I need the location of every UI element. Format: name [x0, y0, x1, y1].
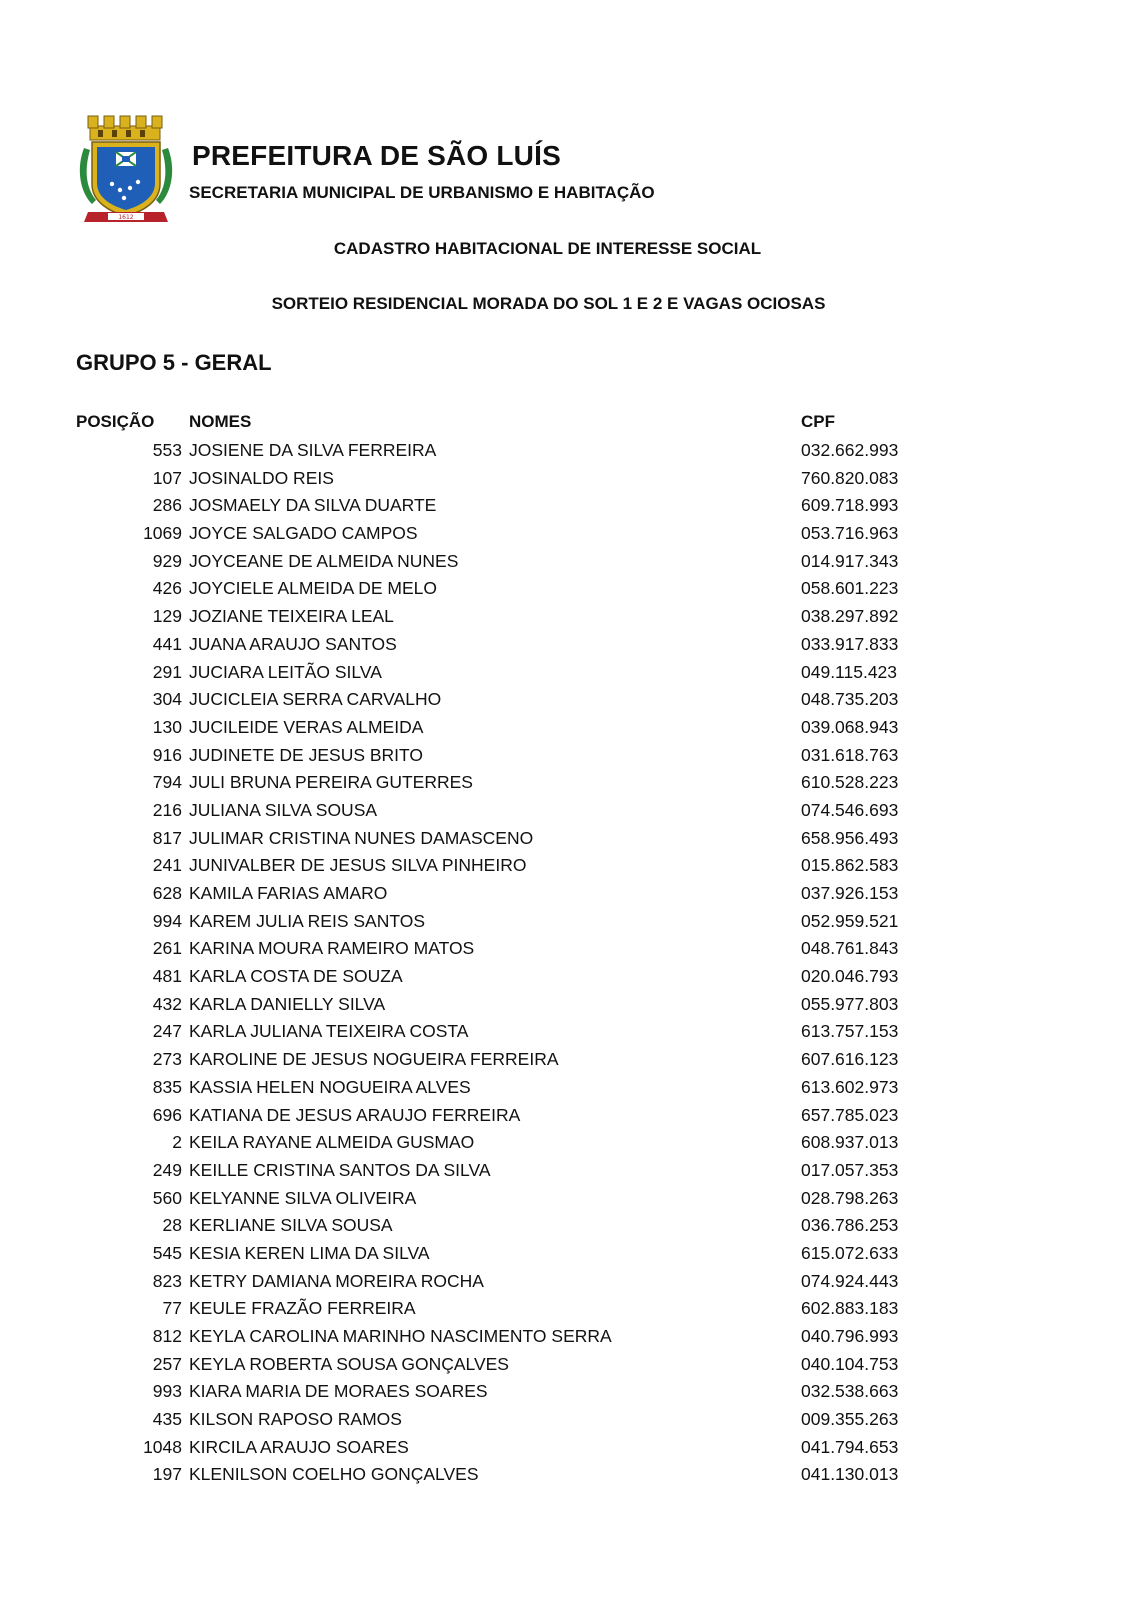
table-row — [0, 1268, 1131, 1296]
row-name: KARLA JULIANA TEIXEIRA COSTA — [189, 1021, 469, 1042]
row-name: JUDINETE DE JESUS BRITO — [189, 744, 424, 765]
row-cpf: 058.601.223 — [801, 578, 899, 599]
row-position: 545 — [152, 1242, 182, 1263]
row-name: KEILA RAYANE ALMEIDA GUSMAO — [189, 1132, 475, 1153]
row-name: KATIANA DE JESUS ARAUJO FERREIRA — [189, 1104, 521, 1125]
row-position: 107 — [152, 467, 182, 488]
row-position: 129 — [152, 606, 182, 627]
row-cpf: 048.761.843 — [801, 938, 899, 959]
table-row — [0, 465, 1131, 493]
row-name: KEILLE CRISTINA SANTOS DA SILVA — [189, 1159, 491, 1180]
document-heading: CADASTRO HABITACIONAL DE INTERESSE SOCIAL — [333, 239, 762, 258]
table-row — [0, 548, 1131, 576]
row-cpf: 033.917.833 — [801, 633, 899, 654]
row-position: 273 — [152, 1049, 182, 1070]
row-name: KETRY DAMIANA MOREIRA ROCHA — [189, 1270, 484, 1291]
row-name: JUCICLEIA SERRA CARVALHO — [189, 689, 442, 710]
table-row — [0, 631, 1131, 659]
row-name: KEYLA ROBERTA SOUSA GONÇALVES — [189, 1353, 509, 1374]
table-row — [0, 659, 1131, 687]
row-position: 916 — [152, 744, 182, 765]
row-position: 247 — [152, 1021, 182, 1042]
row-cpf: 036.786.253 — [801, 1215, 899, 1236]
row-cpf: 037.926.153 — [801, 883, 899, 903]
table-row — [0, 1212, 1131, 1240]
row-cpf: 031.618.763 — [801, 744, 899, 765]
row-name: KARLA DANIELLY SILVA — [189, 993, 386, 1014]
row-cpf: 602.883.183 — [801, 1298, 899, 1319]
row-name: KESIA KEREN LIMA DA SILVA — [189, 1242, 430, 1263]
row-cpf: 607.616.123 — [801, 1049, 899, 1070]
sao-luis-crest-icon — [78, 114, 174, 226]
svg-text:1612: 1612 — [118, 214, 134, 221]
row-name: JOSINALDO REIS — [189, 467, 334, 488]
table-row — [0, 1351, 1131, 1379]
row-name: JUCIARA LEITÃO SILVA — [189, 661, 382, 682]
table-row — [0, 714, 1131, 742]
row-name: KARINA MOURA RAMEIRO MATOS — [189, 938, 475, 959]
table-row — [0, 1157, 1131, 1185]
row-name: JOZIANE TEIXEIRA LEAL — [189, 606, 394, 627]
results-table — [0, 437, 1131, 1489]
row-name: JOYCE SALGADO CAMPOS — [189, 523, 418, 544]
row-name: JULIANA SILVA SOUSA — [189, 799, 378, 820]
table-row — [0, 825, 1131, 853]
row-cpf: 049.115.423 — [801, 661, 898, 682]
table-row — [0, 1102, 1131, 1130]
table-row — [0, 686, 1131, 714]
row-position: 929 — [152, 550, 182, 571]
group-title: GRUPO 5 - GERAL — [76, 350, 272, 375]
row-position: 432 — [152, 993, 182, 1014]
row-position: 286 — [152, 495, 182, 516]
row-name: JOSMAELY DA SILVA DUARTE — [189, 495, 437, 516]
row-name: KIARA MARIA DE MORAES SOARES — [189, 1381, 488, 1402]
row-position: 794 — [152, 772, 182, 793]
row-name: JOYCIELE ALMEIDA DE MELO — [189, 578, 437, 599]
table-row — [0, 880, 1131, 908]
table-row — [0, 1461, 1131, 1489]
row-name: KELYANNE SILVA OLIVEIRA — [189, 1187, 417, 1208]
row-cpf: 040.104.753 — [801, 1353, 899, 1374]
table-row — [0, 1406, 1131, 1434]
table-row — [0, 1074, 1131, 1102]
row-cpf: 041.794.653 — [801, 1436, 899, 1457]
row-cpf: 613.757.153 — [801, 1021, 899, 1042]
row-cpf: 028.798.263 — [801, 1187, 899, 1208]
table-row — [0, 1185, 1131, 1213]
table-row — [0, 1046, 1131, 1074]
row-cpf: 048.735.203 — [801, 689, 899, 710]
row-position: 696 — [152, 1104, 182, 1125]
row-position: 249 — [152, 1159, 182, 1180]
row-cpf: 615.072.633 — [801, 1242, 899, 1263]
row-position: 241 — [152, 855, 182, 876]
column-header-name: NOMES — [189, 412, 252, 431]
row-position: 817 — [152, 827, 182, 848]
row-position: 216 — [152, 799, 182, 820]
row-position: 426 — [152, 578, 182, 599]
table-row — [0, 575, 1131, 603]
row-position: 481 — [152, 966, 182, 987]
row-position: 441 — [152, 633, 182, 654]
table-row — [0, 492, 1131, 520]
table-row — [0, 1378, 1131, 1406]
row-cpf: 038.297.892 — [801, 606, 899, 627]
row-position: 993 — [152, 1381, 182, 1402]
row-cpf: 020.046.793 — [801, 966, 899, 987]
row-cpf: 055.977.803 — [801, 993, 899, 1014]
row-cpf: 074.924.443 — [801, 1270, 899, 1291]
row-name: KARLA COSTA DE SOUZA — [189, 966, 403, 987]
row-name: JUANA ARAUJO SANTOS — [189, 633, 397, 654]
row-name: JOSIENE DA SILVA FERREIRA — [189, 440, 437, 460]
row-position: 28 — [162, 1215, 182, 1236]
row-position: 130 — [152, 716, 182, 737]
row-cpf: 040.796.993 — [801, 1326, 899, 1346]
document-subheading: SORTEIO RESIDENCIAL MORADA DO SOL 1 E 2 E VAGAS OCIOSAS — [271, 294, 826, 313]
row-position: 835 — [152, 1076, 182, 1097]
row-name: JOYCEANE DE ALMEIDA NUNES — [189, 550, 459, 571]
row-position: 2 — [172, 1132, 182, 1153]
table-row — [0, 1323, 1131, 1351]
table-row — [0, 991, 1131, 1019]
row-name: JULIMAR CRISTINA NUNES DAMASCENO — [189, 827, 534, 848]
row-name: KASSIA HELEN NOGUEIRA ALVES — [189, 1076, 471, 1097]
row-name: KERLIANE SILVA SOUSA — [189, 1215, 393, 1236]
column-header-position: POSIÇÃO — [76, 412, 155, 431]
table-row — [0, 1295, 1131, 1323]
table-row — [0, 1129, 1131, 1157]
table-row — [0, 852, 1131, 880]
table-row — [0, 797, 1131, 825]
table-row — [0, 935, 1131, 963]
row-position: 304 — [152, 689, 182, 710]
table-row — [0, 769, 1131, 797]
row-position: 291 — [152, 661, 182, 682]
table-row — [0, 963, 1131, 991]
row-name: KILSON RAPOSO RAMOS — [189, 1409, 402, 1430]
table-row — [0, 1434, 1131, 1462]
row-cpf: 074.546.693 — [801, 799, 899, 820]
column-header-cpf: CPF — [801, 412, 835, 431]
table-row — [0, 742, 1131, 770]
table-row — [0, 908, 1131, 936]
row-name: JULI BRUNA PEREIRA GUTERRES — [189, 772, 473, 793]
row-cpf: 041.130.013 — [801, 1464, 899, 1485]
row-position: 77 — [162, 1298, 182, 1319]
row-position: 553 — [152, 440, 182, 460]
row-position: 197 — [152, 1464, 182, 1485]
org-subtitle: SECRETARIA MUNICIPAL DE URBANISMO E HABITAÇÃO — [189, 183, 655, 202]
row-position: 823 — [152, 1270, 182, 1291]
row-name: KAMILA FARIAS AMARO — [189, 883, 388, 903]
row-name: KIRCILA ARAUJO SOARES — [189, 1436, 409, 1457]
row-name: JUCILEIDE VERAS ALMEIDA — [189, 716, 424, 737]
row-cpf: 052.959.521 — [801, 910, 899, 931]
row-name: KAREM JULIA REIS SANTOS — [189, 910, 425, 931]
row-name: KAROLINE DE JESUS NOGUEIRA FERREIRA — [189, 1049, 559, 1070]
row-position: 261 — [152, 938, 182, 959]
table-row — [0, 603, 1131, 631]
row-cpf: 015.862.583 — [801, 855, 899, 876]
table-row — [0, 1018, 1131, 1046]
row-cpf: 039.068.943 — [801, 716, 899, 737]
row-cpf: 032.662.993 — [801, 440, 899, 460]
row-cpf: 009.355.263 — [801, 1409, 899, 1430]
row-name: KLENILSON COELHO GONÇALVES — [189, 1464, 479, 1485]
row-cpf: 014.917.343 — [801, 550, 899, 571]
row-cpf: 032.538.663 — [801, 1381, 899, 1402]
row-position: 1069 — [143, 523, 182, 544]
row-position: 257 — [152, 1353, 182, 1374]
row-name: KEULE FRAZÃO FERREIRA — [189, 1298, 416, 1319]
row-cpf: 760.820.083 — [801, 467, 899, 488]
row-cpf: 658.956.493 — [801, 827, 899, 848]
row-position: 1048 — [143, 1436, 182, 1457]
table-row — [0, 1240, 1131, 1268]
page-title: PREFEITURA DE SÃO LUÍS — [192, 140, 561, 171]
row-position: 994 — [152, 910, 182, 931]
row-cpf: 609.718.993 — [801, 495, 899, 516]
row-name: JUNIVALBER DE JESUS SILVA PINHEIRO — [189, 855, 527, 876]
row-position: 628 — [152, 883, 182, 903]
row-cpf: 657.785.023 — [801, 1104, 899, 1125]
row-cpf: 613.602.973 — [801, 1076, 899, 1097]
row-position: 812 — [152, 1326, 182, 1346]
table-row — [0, 437, 1131, 465]
row-cpf: 053.716.963 — [801, 523, 899, 544]
row-name: KEYLA CAROLINA MARINHO NASCIMENTO SERRA — [189, 1326, 612, 1346]
row-cpf: 610.528.223 — [801, 772, 899, 793]
row-cpf: 017.057.353 — [801, 1159, 899, 1180]
row-cpf: 608.937.013 — [801, 1132, 899, 1153]
table-row — [0, 520, 1131, 548]
row-position: 435 — [152, 1409, 182, 1430]
row-position: 560 — [152, 1187, 182, 1208]
